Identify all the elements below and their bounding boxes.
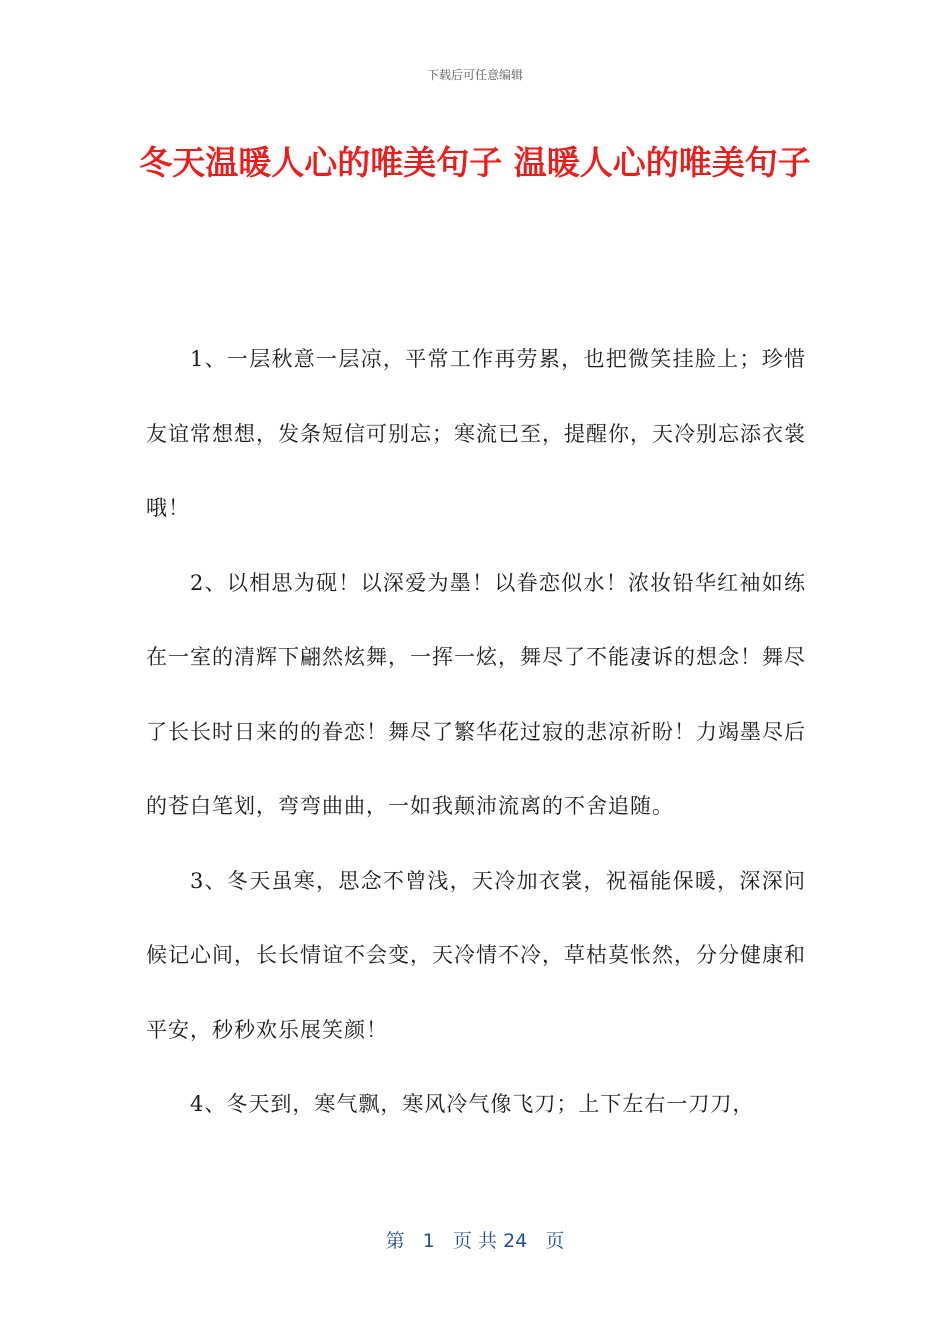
document-body (146, 322, 806, 1142)
paragraph-3: 3、冬天虽寒，思念不曾浅，天冷加衣裳，祝福能保暖，深深问候记心间，长长情谊不会变，天冷情不冷，草枯莫怅然，分分健康和平安，秒秒欢乐展笑颜！ (146, 868, 806, 1042)
footer-label-ye: 页 (545, 1230, 565, 1252)
paragraph-4: 4、冬天到，寒气飘，寒风冷气像飞刀；上下左右一刀刀， (190, 1092, 755, 1116)
page-footer (0, 1226, 950, 1253)
footer-label-ye-gong: 页 共 (452, 1230, 498, 1252)
document-title: 冬天温暖人心的唯美句子 温暖人心的唯美句子 (139, 143, 811, 182)
footer-total-pages: 24 (503, 1230, 528, 1252)
paragraph-1: 1、一层秋意一层凉，平常工作再劳累，也把微笑挂脸上；珍惜友谊常想想，发条短信可别忘；寒流已至，提醒你，天冷别忘添衣裳哦！ (146, 347, 806, 520)
paragraph-2: 2、以相思为砚！以深爱为墨！以眷恋似水！浓妆铅华红袖如练在一室的清辉下翩然炫舞，一挥一炫，舞尽了不能凄诉的想念！舞尽了长长时日来的的眷恋！舞尽了繁华花过寂的悲凉祈盼！力竭墨尽后的苍白笔划，弯弯曲曲，一如我颠沛流离的不舍追随。 (146, 570, 806, 818)
header-note: 下载后可任意编辑 (426, 68, 523, 82)
footer-label-di: 第 (385, 1230, 405, 1252)
footer-current-page: 1 (422, 1230, 435, 1252)
